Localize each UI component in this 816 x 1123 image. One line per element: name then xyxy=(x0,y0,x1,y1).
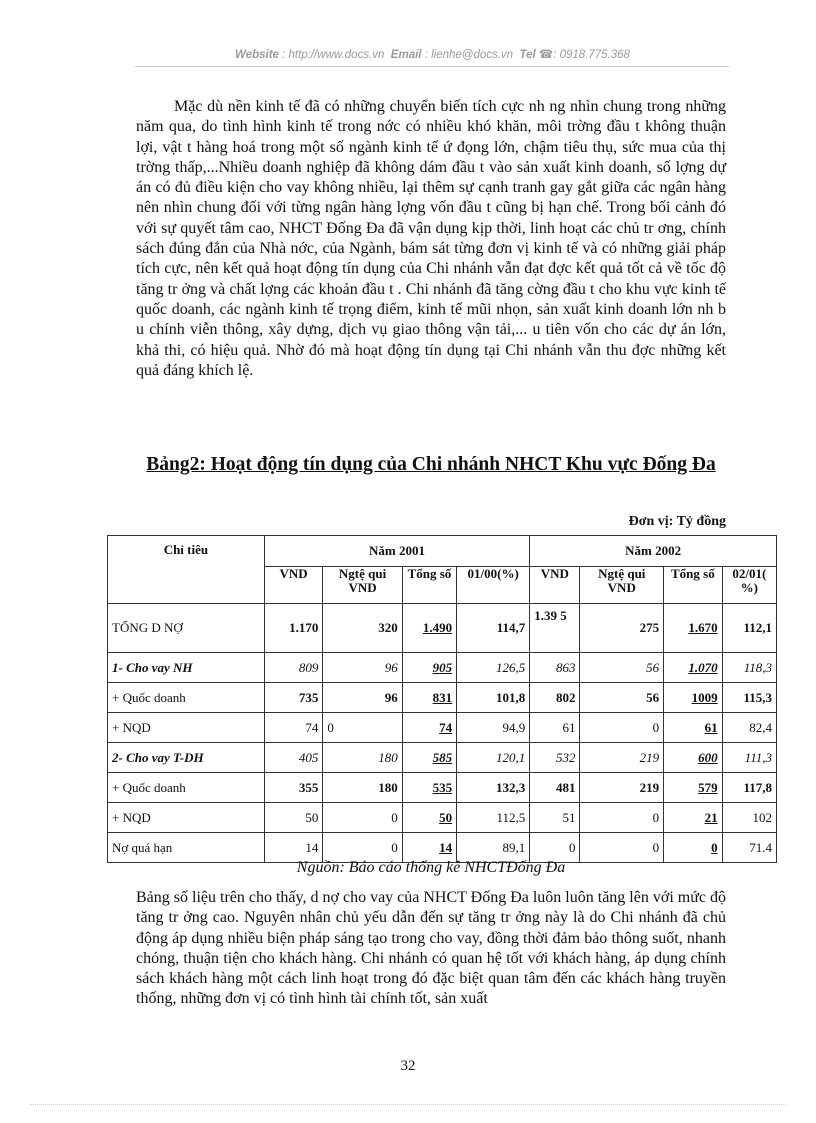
cell: 219 xyxy=(580,743,664,773)
tel-label: Tel xyxy=(519,49,536,61)
table-header-row xyxy=(108,536,777,567)
cell: 579 xyxy=(664,773,723,803)
cell: 120,1 xyxy=(457,743,530,773)
cell: 1.070 xyxy=(664,653,723,683)
cell: 89,1 xyxy=(457,833,530,863)
email-value: : lienhe@docs.vn xyxy=(424,49,514,61)
cell: 809 xyxy=(264,653,323,683)
cell: 535 xyxy=(402,773,456,803)
cell: 0 xyxy=(580,833,664,863)
cell: 1.170 xyxy=(264,604,323,653)
website-label: Website xyxy=(235,49,279,61)
table-row xyxy=(108,743,777,773)
cell: 600 xyxy=(664,743,723,773)
cell: 14 xyxy=(264,833,323,863)
cell: 320 xyxy=(323,604,402,653)
cell: 0 xyxy=(323,803,402,833)
cell: 219 xyxy=(580,773,664,803)
analysis-paragraph: Bảng số liệu trên cho thấy, d nợ cho vay của NHCT Đống Đa luôn luôn tăng lên với mức độ tăng tr ởng cao. Nguyên nhân chủ yếu dẫn đến sự tăng tr ởng này là do Chi nhánh đã chủ động áp dụng nhiều biện pháp sáng tạo trong cho vay, đồng thời đảm bảo thông suốt, nhanh chóng, thuận tiện cho khách hàng. Chi nhánh có quan hệ tốt với khách hàng, áp dụng chính sách khách hàng một cách linh hoạt trong đó đặc biệt quan tâm đến các khách hàng truyền thống, những đơn vị có tình hình tài chính tốt, sản xuất xyxy=(136,889,726,1008)
cell: 74 xyxy=(402,713,456,743)
cell: 61 xyxy=(664,713,723,743)
page-number: 32 xyxy=(400,1058,416,1074)
table-row xyxy=(108,773,777,803)
subcol: VND xyxy=(264,567,323,604)
table-row xyxy=(108,653,777,683)
row-label: + NQD xyxy=(108,803,265,833)
cell: 56 xyxy=(580,653,664,683)
col-year-2002: Năm 2002 xyxy=(530,536,777,567)
cell: 50 xyxy=(402,803,456,833)
table-row xyxy=(108,604,777,653)
cell: 585 xyxy=(402,743,456,773)
cell: 1.670 xyxy=(664,604,723,653)
credit-activity-table xyxy=(107,535,777,863)
footer-divider xyxy=(30,1104,786,1105)
row-label: + NQD xyxy=(108,713,265,743)
cell: 51 xyxy=(530,803,580,833)
cell: 275 xyxy=(580,604,664,653)
table-row xyxy=(108,803,777,833)
cell: 1009 xyxy=(664,683,723,713)
table-row xyxy=(108,713,777,743)
subcol: Tổng số xyxy=(402,567,456,604)
subcol: 02/01( %) xyxy=(722,567,776,604)
phone-icon: ☎ xyxy=(538,49,554,61)
subcol: Ngtệ qui VND xyxy=(323,567,402,604)
cell: 1.39 5 xyxy=(530,604,580,653)
row-label: + Quốc doanh xyxy=(108,773,265,803)
table-row xyxy=(108,683,777,713)
cell: 112,5 xyxy=(457,803,530,833)
email-label: Email xyxy=(390,49,422,61)
cell: 61 xyxy=(530,713,580,743)
subcol: Tổng số xyxy=(664,567,723,604)
intro-paragraph: Mặc dù nền kinh tế đã có những chuyển biến tích cực nh ng nhìn chung trong những năm qua, do tình hình kinh tế trong nớc có nhiều khó khăn, môi trờng đầu t không thuận lợi, vật t hàng hoá trong một số ngành kinh tế ứ đọng lớn, chậm tiêu thụ, sức mua của thị trờng thấp,...Nhiều doanh nghiệp đã không dám đầu t vào sản xuất kinh doanh, số lợng dự án có đủ điều kiện cho vay không nhiều, lại thêm sự cạnh tranh gay gắt giữa các ngân hàng nên nhìn chung đối với từng ngân hàng lợng vốn đầu t cũng bị hạn chế. Trong bối cảnh đó với sự quyết tâm cao, NHCT Đống Đa đã vận dụng kịp thời, linh hoạt các chủ tr ơng, chính sách đúng đắn của Nhà nớc, của Ngành, bám sát từng đơn vị kinh tế và có những giải pháp tích cực, nên kết quả hoạt động tín dụng của Chi nhánh vẫn đạt đợc kết quả tốt cả về tốc độ tăng tr ởng và chất lợng các khoản đầu t . Chi nhánh đã tăng cờng đầu t cho khu vực kinh tế quốc doanh, các ngành kinh tế trọng điểm, kinh tế mũi nhọn, sản xuất kinh doanh lớn nh b u chính viễn thông, xây dựng, dịch vụ giao thông vận tải,... u tiên vốn cho các dự án lớn, khả thi, có hiệu quả. Nhờ đó mà hoạt động tín dụng tại Chi nhánh vẫn thu đợc những kết quả đáng khích lệ. xyxy=(136,98,726,379)
cell: 0 xyxy=(664,833,723,863)
subcol: 01/00(%) xyxy=(457,567,530,604)
col-indicator: Chỉ tiêu xyxy=(108,536,265,604)
header-divider xyxy=(135,66,729,67)
cell: 74 xyxy=(264,713,323,743)
unit-label: Đơn vị: Tỷ đồng xyxy=(628,514,726,529)
row-label: 1- Cho vay NH xyxy=(108,653,265,683)
cell: 14 xyxy=(402,833,456,863)
cell: 82,4 xyxy=(722,713,776,743)
cell: 532 xyxy=(530,743,580,773)
cell: 405 xyxy=(264,743,323,773)
cell: 905 xyxy=(402,653,456,683)
cell: 802 xyxy=(530,683,580,713)
cell: 0 xyxy=(580,803,664,833)
cell: 71.4 xyxy=(722,833,776,863)
cell: 96 xyxy=(323,653,402,683)
cell: 180 xyxy=(323,743,402,773)
cell: 115,3 xyxy=(722,683,776,713)
cell: 355 xyxy=(264,773,323,803)
cell: 0 xyxy=(323,833,402,863)
cell: 735 xyxy=(264,683,323,713)
cell: 21 xyxy=(664,803,723,833)
cell: 101,8 xyxy=(457,683,530,713)
cell: 114,7 xyxy=(457,604,530,653)
website-value: : http://www.docs.vn xyxy=(282,49,385,61)
page-header xyxy=(135,47,730,61)
subcol: VND xyxy=(530,567,580,604)
cell: 56 xyxy=(580,683,664,713)
cell: 94,9 xyxy=(457,713,530,743)
cell: 126,5 xyxy=(457,653,530,683)
subcol: Ngtệ qui VND xyxy=(580,567,664,604)
cell: 112,1 xyxy=(722,604,776,653)
cell: 481 xyxy=(530,773,580,803)
cell: 1.490 xyxy=(402,604,456,653)
col-year-2001: Năm 2001 xyxy=(264,536,529,567)
table-source: Nguồn: Báo cáo thống kê NHCTĐống Đa xyxy=(296,859,566,876)
row-label: + Quốc doanh xyxy=(108,683,265,713)
table-row xyxy=(108,833,777,863)
cell: 50 xyxy=(264,803,323,833)
row-label: TỔNG D NỢ xyxy=(108,604,265,653)
cell: 0 xyxy=(530,833,580,863)
cell: 831 xyxy=(402,683,456,713)
cell: 180 xyxy=(323,773,402,803)
cell: 0 xyxy=(323,713,402,743)
cell: 111,3 xyxy=(722,743,776,773)
table-title: Bảng2: Hoạt động tín dụng của Chi nhánh NHCT Khu vực Đống Đa xyxy=(146,454,716,475)
cell: 118,3 xyxy=(722,653,776,683)
cell: 102 xyxy=(722,803,776,833)
row-label: 2- Cho vay T-DH xyxy=(108,743,265,773)
tel-value: : 0918.775.368 xyxy=(553,49,630,61)
cell: 863 xyxy=(530,653,580,683)
row-label: Nợ quá hạn xyxy=(108,833,265,863)
cell: 96 xyxy=(323,683,402,713)
cell: 117,8 xyxy=(722,773,776,803)
cell: 0 xyxy=(580,713,664,743)
cell: 132,3 xyxy=(457,773,530,803)
